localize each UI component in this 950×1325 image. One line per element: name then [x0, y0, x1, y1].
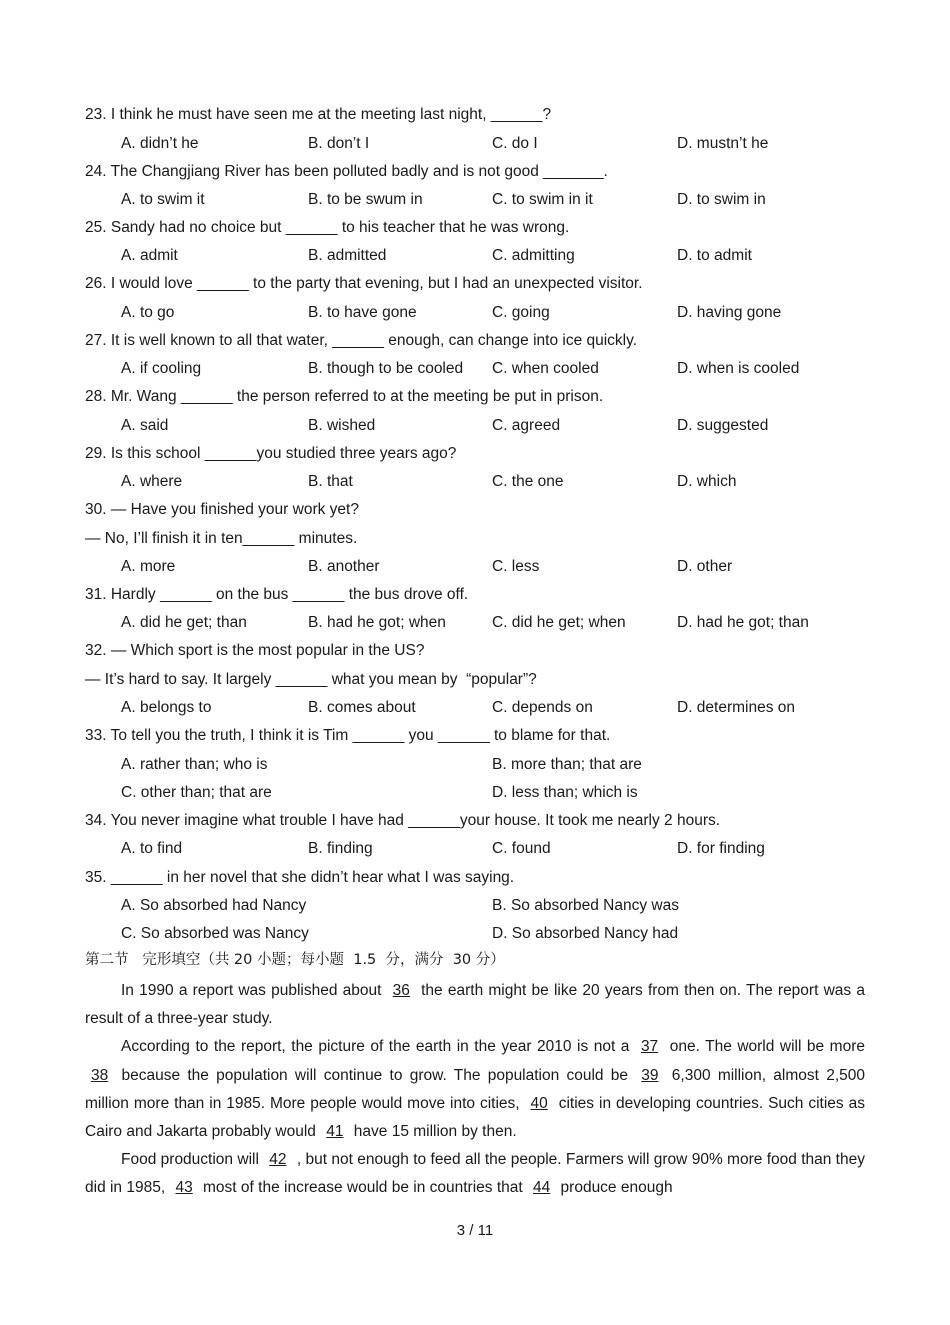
passage-text: 6,300 million, almost 2,500 million more than in 1985. More people would move into cities,	[85, 1066, 865, 1112]
question-30-option-d: D. other	[677, 558, 733, 575]
question-27-option-c: C. when cooled	[492, 360, 599, 377]
question-31-option-a: A. did he get; than	[121, 614, 247, 631]
blank-41: 41	[326, 1123, 344, 1141]
question-29-option-c: C. the one	[492, 473, 564, 490]
passage-paragraph-3	[85, 1146, 865, 1202]
blank-39: 39	[641, 1066, 659, 1084]
blank-43: 43	[175, 1179, 193, 1197]
question-31-option-c: C. did he get; when	[492, 614, 626, 631]
blank-38: 38	[91, 1066, 109, 1084]
question-30-stem: 30. — Have you finished your work yet?	[85, 501, 359, 518]
question-26-option-d: D. having gone	[677, 304, 782, 321]
question-29-option-b: B. that	[308, 473, 353, 490]
question-33-option-c: C. other than; that are	[121, 784, 272, 801]
question-24-option-a: A. to swim it	[121, 191, 205, 208]
question-35-option-c: C. So absorbed was Nancy	[121, 925, 309, 942]
question-23-option-a: A. didn’t he	[121, 135, 199, 152]
blank-36: 36	[392, 982, 410, 999]
question-23-option-c: C. do I	[492, 135, 538, 152]
question-30-option-a: A. more	[121, 558, 176, 575]
question-29-stem: 29. Is this school ______you studied three years ago?	[85, 445, 457, 462]
blank-42: 42	[269, 1151, 287, 1169]
question-30-stem-reply: — No, I’ll finish it in ten______ minutes.	[85, 530, 358, 547]
question-28-option-d: D. suggested	[677, 417, 769, 434]
cloze-passage	[85, 977, 865, 1203]
question-33-option-a: A. rather than; who is	[121, 756, 268, 773]
question-32-option-a: A. belongs to	[121, 699, 212, 716]
passage-text: cities in developing countries. Such cities as Cairo and Jakarta probably would	[85, 1094, 865, 1141]
question-27-option-a: A. if cooling	[121, 360, 202, 377]
passage-text: In 1990 a report was published about	[121, 982, 387, 999]
question-31-stem: 31. Hardly ______ on the bus ______ the bus drove off.	[85, 586, 469, 603]
question-32-option-d: D. determines on	[677, 699, 796, 716]
question-23-option-b: B. don’t I	[308, 135, 370, 152]
passage-text: Food production will	[121, 1151, 264, 1169]
question-32-option-b: B. comes about	[308, 699, 416, 716]
passage-text: because the population will continue to grow. The population could be	[114, 1066, 636, 1084]
blank-40: 40	[530, 1094, 548, 1112]
question-26-option-b: B. to have gone	[308, 304, 417, 321]
question-33-option-d: D. less than; which is	[492, 784, 638, 801]
question-35-stem: 35. ______ in her novel that she didn’t hear what I was saying.	[85, 869, 515, 886]
question-34-option-b: B. finding	[308, 840, 373, 857]
question-32-option-c: C. depends on	[492, 699, 593, 716]
passage-text: produce enough	[556, 1179, 673, 1197]
question-34-option-d: D. for finding	[677, 840, 765, 857]
question-32-stem: 32. — Which sport is the most popular in the US?	[85, 642, 425, 659]
passage-text: , but not enough to feed all the people. Farmers will grow 90% more food than they did in 1985,	[85, 1151, 865, 1197]
passage-text: most of the increase would be in countries that	[198, 1179, 527, 1197]
blank-44: 44	[532, 1179, 551, 1197]
question-34-option-c: C. found	[492, 840, 551, 857]
passage-paragraph-2	[85, 1033, 865, 1146]
question-23-stem: 23. I think he must have seen me at the meeting last night, ______?	[85, 106, 552, 123]
question-34-stem: 34. You never imagine what trouble I have had ______your house. It took me nearly 2 hours.	[85, 812, 721, 829]
question-28-stem: 28. Mr. Wang ______ the person referred to at the meeting be put in prison.	[85, 388, 604, 405]
question-34-option-a: A. to find	[121, 840, 183, 857]
blank-37: 37	[640, 1038, 659, 1056]
question-26-option-a: A. to go	[121, 304, 175, 321]
question-24-option-c: C. to swim in it	[492, 191, 593, 208]
question-35-option-a: A. So absorbed had Nancy	[121, 897, 307, 914]
passage-text: According to the report, the picture of the earth in the year 2010 is not a	[121, 1038, 635, 1056]
question-31-option-d: D. had he got; than	[677, 614, 809, 631]
passage-text: have 15 million by then.	[349, 1123, 517, 1141]
question-27-stem: 27. It is well known to all that water, ______ enough, can change into ice quickly.	[85, 332, 638, 349]
question-23-option-d: D. mustn’t he	[677, 135, 769, 152]
question-31-option-b: B. had he got; when	[308, 614, 446, 631]
question-26-stem: 26. I would love ______ to the party that evening, but I had an unexpected visitor.	[85, 275, 643, 292]
question-35-option-d: D. So absorbed Nancy had	[492, 925, 679, 942]
question-33-stem: 33. To tell you the truth, I think it is Tim ______ you ______ to blame for that.	[85, 727, 611, 744]
question-25-option-d: D. to admit	[677, 247, 752, 264]
question-25-option-c: C. admitting	[492, 247, 575, 264]
section-heading: 第二节 完形填空（共 20 小题；每小题 1.5 分，满分 30 分）	[85, 952, 505, 968]
question-24-option-d: D. to swim in	[677, 191, 766, 208]
question-28-option-b: B. wished	[308, 417, 376, 434]
question-24-stem: 24. The Changjiang River has been polluted badly and is not good _______.	[85, 163, 608, 180]
question-29-option-d: D. which	[677, 473, 737, 490]
question-25-option-b: B. admitted	[308, 247, 387, 264]
question-25-option-a: A. admit	[121, 247, 178, 264]
question-35-option-b: B. So absorbed Nancy was	[492, 897, 679, 914]
question-25-stem: 25. Sandy had no choice but ______ to his teacher that he was wrong.	[85, 219, 570, 236]
question-24-option-b: B. to be swum in	[308, 191, 423, 208]
question-30-option-c: C. less	[492, 558, 540, 575]
question-28-option-c: C. agreed	[492, 417, 561, 434]
passage-paragraph-1	[85, 977, 865, 1033]
question-28-option-a: A. said	[121, 417, 169, 434]
question-27-option-d: D. when is cooled	[677, 360, 800, 377]
question-26-option-c: C. going	[492, 304, 550, 321]
question-30-option-b: B. another	[308, 558, 380, 575]
question-27-option-b: B. though to be cooled	[308, 360, 464, 377]
page-number: 3 / 11	[456, 1222, 494, 1239]
question-33-option-b: B. more than; that are	[492, 756, 642, 773]
passage-text: one. The world will be more	[664, 1038, 865, 1056]
passage-text: the earth might be like 20 years from then on. The report was a result of a three-year study.	[85, 982, 865, 1028]
question-32-stem-reply: — It’s hard to say. It largely ______ what you mean by “popular”?	[85, 671, 537, 688]
question-29-option-a: A. where	[121, 473, 183, 490]
